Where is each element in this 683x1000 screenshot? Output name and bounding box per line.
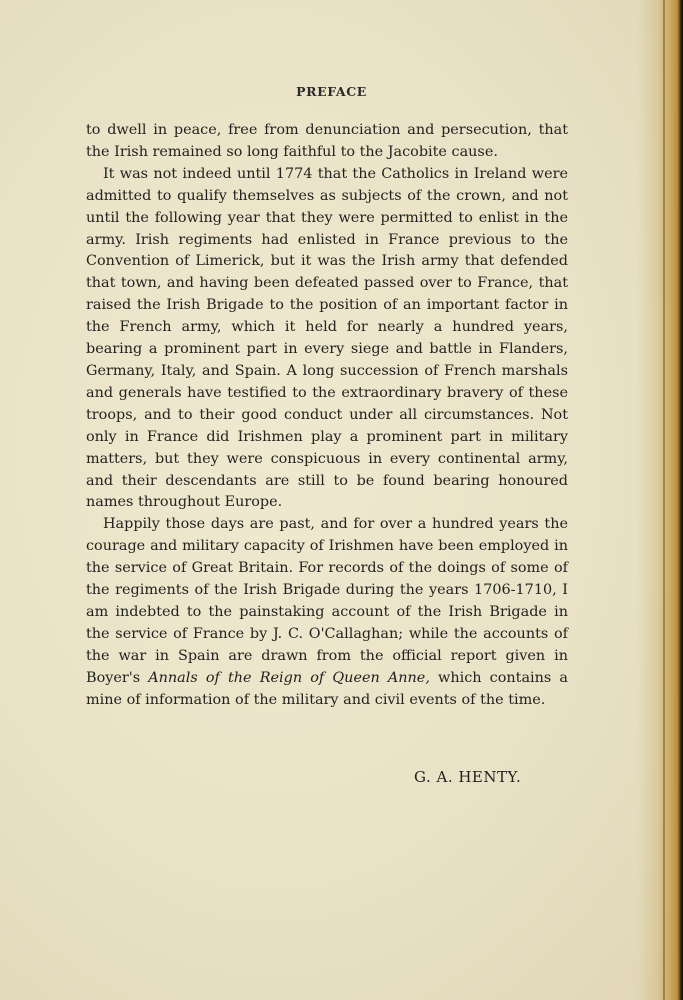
paragraph-2 [86,164,568,515]
paragraph-3 [86,514,568,711]
paragraph-1-text: to dwell in peace, free from denunciation and persecution, that the Irish remained so long faithful to the Jacobite cause. [86,122,568,160]
paragraph-3-text-b: which contains a mine of information of the military and civil events of the time. [86,669,569,708]
paragraph-2-text: It was not indeed until 1774 that the Catholics in Ireland were admitted to qualify themselves as subjects of the crown, and not until the following year that they were permitted to enlist in the army. Irish regiments had enlisted in France previous to the Convention of Limerick, but it was the Irish army that defended that town, and having been defeated passed over to France, that raised the Irish Brigade to the position of an important factor in the French army, which it held for nearly a hundred years, bearing a prominent part in every siege and battle in Flanders, Germany, Italy, and Spain. A long succession of French marshals and generals have testified to the extraordinary bravery of these troops, and to their good conduct under all circumstances. Not only in France did Irishmen play a prominent part in military matters, but they were conspicuous in every continental army, and their descendants are still to be found bearing honoured names throughout Europe. [86,165,568,511]
running-head: PREFACE [296,84,367,99]
paragraph-3-text-a: Happily those days are past, and for over a hundred years the courage and military capacity of Irishmen have been employed in the service of Great Britain. For records of the doings of some of the regiments of the Irish Brigade during the years 1706-1710, I am indebted to the painstaking account of the Irish Brigade in the service of France by J. C. O'Callaghan; while the accounts of the war in Spain are drawn from the official report given in Boyer's [86,516,568,686]
book-title-italic: Annals of the Reign of Queen Anne, [148,669,430,686]
author-signature: G. A. HENTY. [414,768,522,786]
paragraph-1 [86,120,568,164]
page-edge-line [663,0,665,1000]
page-edge-shadow [637,0,683,1000]
preface-body [86,120,568,711]
